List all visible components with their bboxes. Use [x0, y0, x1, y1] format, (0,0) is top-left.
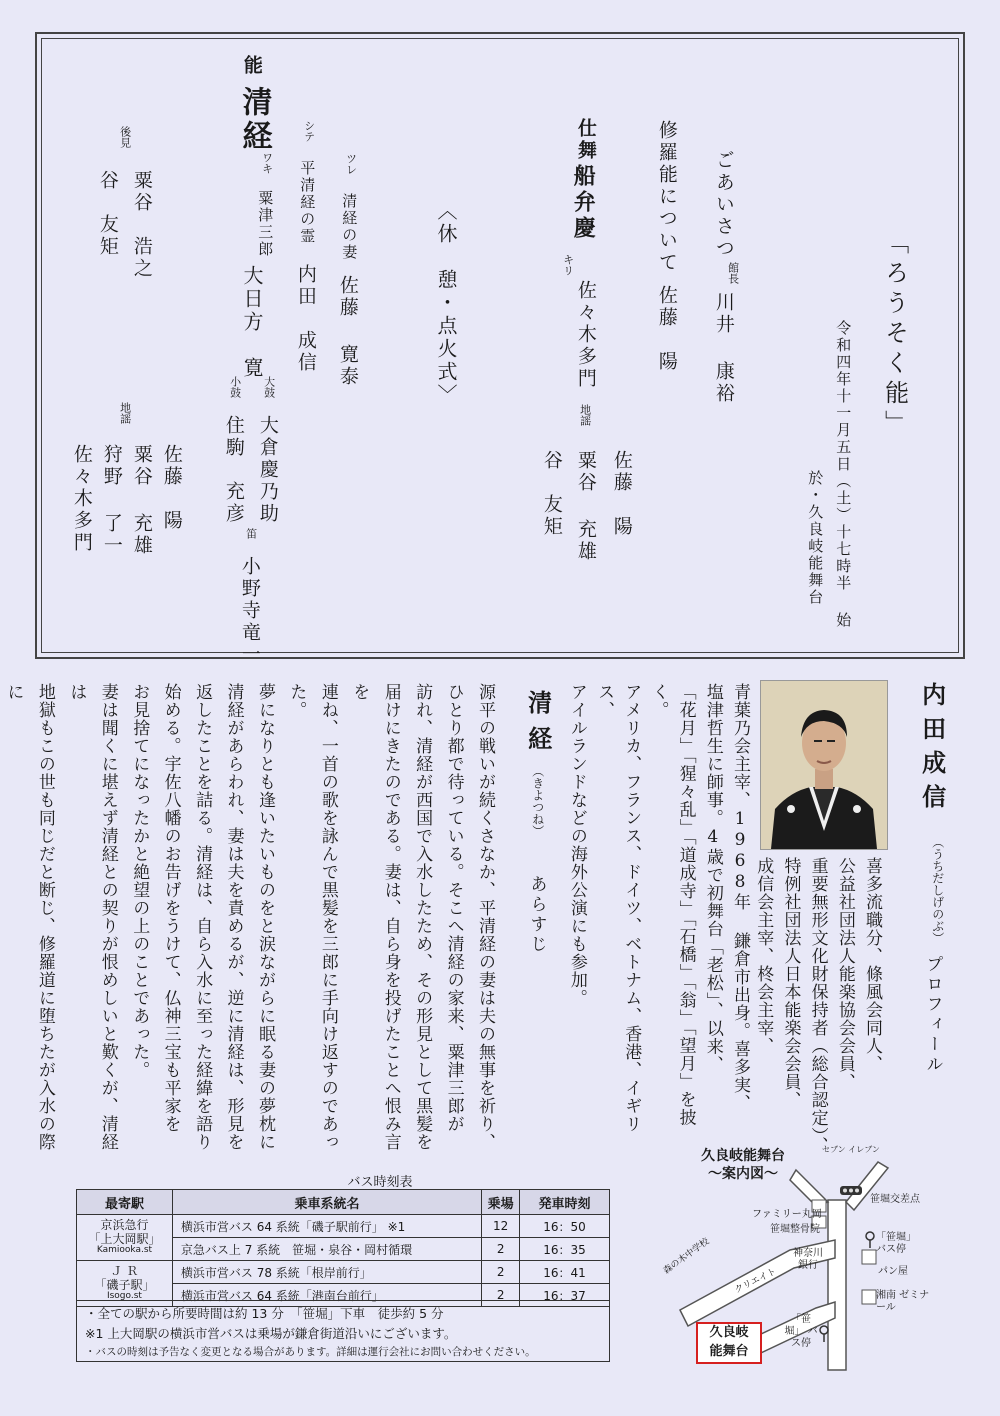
otsuzumi-name: 大倉慶乃助	[256, 415, 279, 525]
bus-note-3: ・バスの時刻は予告なく変更となる場合があります。詳細は運行会社にお問い合わせください。	[85, 1346, 536, 1358]
greeting-role: 館長	[726, 262, 740, 284]
bus-notes	[76, 1300, 610, 1362]
intermission: 〈休 憩・点火式〉	[434, 200, 458, 407]
route-cell: 横浜市営バス 64 系統「磯子駅前行」 ※1	[172, 1215, 481, 1238]
profile-line-7: 塩津哲生に師事。4歳で初舞台「老松」、以来、	[702, 683, 723, 1074]
profile-line-10: アイルランドなどの海外公演にも参加。	[566, 683, 587, 1007]
shimai-jiutai-label: 地謡	[578, 404, 592, 426]
profile-line-6: 青葉乃会主宰、1968年 鎌倉市出身。喜多実、	[730, 683, 750, 1112]
fue-name: 小野寺竜一	[238, 556, 261, 666]
profile-line-5: 成信会主宰、柊会主宰、	[753, 857, 774, 1055]
shite-role: シテ	[302, 120, 316, 142]
shimai-performer: 佐々木多門	[574, 280, 597, 390]
time-cell: 16：41	[520, 1261, 610, 1284]
synopsis-line-1: 源平の戦いが続くさなか、平清経の妻は夫の無事を祈り、	[475, 683, 495, 1151]
shite-character: 平清経の霊	[298, 160, 317, 245]
kotsuzumi-name: 住駒 充彦	[222, 415, 245, 525]
time-cell: 16：35	[520, 1238, 610, 1261]
waki-role: ワキ	[260, 152, 274, 174]
synopsis-label: あらすじ	[526, 875, 547, 955]
map-bank: 神奈川 銀行	[793, 1248, 823, 1271]
jiutai-4: 佐々木多門	[70, 444, 93, 554]
jiutai-label: 地謡	[118, 402, 132, 424]
profile-line-1: 喜多流職分、條風会同人、	[862, 857, 882, 1073]
shimai-jiutai-2: 粟谷 充雄	[574, 450, 597, 563]
kotsuzumi-label: 小鼓	[228, 376, 242, 398]
profile-reading: （うちだしげのぶ）	[930, 836, 945, 944]
fue-label: 笛	[244, 528, 258, 539]
shimai-jiutai-3: 谷 友矩	[540, 450, 563, 538]
header-stop: 乗場	[482, 1190, 520, 1215]
synopsis-line-10: お見捨てになったかと絶望の上のことであった。	[129, 683, 150, 1079]
header-route: 乗車系統名	[172, 1190, 481, 1215]
synopsis-line-11: 妻は聞くに堪えず清経との契りが恨めしいと歎くが、清経は	[66, 683, 118, 1151]
otsuzumi-label: 大鼓	[262, 376, 276, 398]
program-title: 「ろうそく能」	[880, 230, 909, 440]
profile-line-2: 公益社団法人能楽協会会員、	[834, 857, 855, 1091]
synopsis-body	[3, 683, 500, 1163]
map-familymart: ファミリー丸岡	[752, 1209, 822, 1220]
profile-heading: プロフィール	[922, 955, 943, 1075]
synopsis-line-2: ひとり都で待っている。そこへ清経の家来、粟津三郎が	[443, 683, 464, 1133]
koken-1: 粟谷 浩之	[130, 170, 153, 280]
synopsis-line-6: 夢になりとも逢いたいものをと涙ながらに眠る妻の夢枕に	[254, 683, 275, 1151]
shimai-label: 仕舞	[574, 118, 597, 162]
tsure-role: ツレ	[344, 153, 358, 175]
map-seven-eleven: セブン イレブン	[822, 1145, 880, 1154]
route-cell: 横浜市営バス 78 系統「根岸前行」	[172, 1261, 481, 1284]
synopsis-line-4: 届けにきたのである。妻は、自ら身を投げたことへ恨み言を	[349, 683, 401, 1151]
synopsis-line-8: 返したことを詰る。清経は、自ら入水に至った経緯を語り	[192, 683, 213, 1151]
greeting-name: 川井 康裕	[712, 292, 735, 405]
header-station: 最寄駅	[77, 1190, 173, 1215]
program-venue: 於・久良岐能舞台	[806, 470, 825, 606]
about-name: 佐藤 陽	[655, 285, 678, 373]
map-busstop-1: 「笹堀」 バス停	[876, 1232, 916, 1255]
greeting-label: ごあいさつ	[712, 150, 735, 260]
synopsis-line-9: 始める。宇佐八幡のお告げをうけて、仏神三宝も平家を	[160, 683, 181, 1133]
stop-cell: 2	[482, 1284, 520, 1307]
koken-label: 後見	[118, 126, 132, 148]
synopsis-line-7: 清経があらわれ、妻は夫を責めるが、逆に清経は、形見を	[223, 683, 244, 1151]
profile-line-4: 特例社団法人日本能楽会会員、	[780, 857, 801, 1109]
station-isogo: Ｊ Ｒ 「磯子駅」 Isogo.st	[77, 1261, 173, 1307]
profile-line-8: 「花月」「猩々乱」「道成寺」「石橋」「翁」「望月」を披く。	[648, 683, 696, 1127]
bus-caption: バス時刻表	[347, 1175, 413, 1190]
map-bakery: パン屋	[878, 1266, 908, 1277]
jiutai-1: 佐藤 陽	[160, 444, 183, 532]
waki-name: 大日方 寛	[240, 265, 264, 380]
stop-cell: 2	[482, 1238, 520, 1261]
program-date: 令和四年十一月五日（土）十七時半 始	[834, 320, 853, 629]
map-clinic: 笹堀整骨院	[770, 1224, 820, 1235]
shimai-jiutai-1: 佐藤 陽	[610, 450, 633, 538]
table-row	[77, 1261, 610, 1284]
synopsis-title: 清経	[523, 690, 553, 762]
koken-2: 谷 友矩	[96, 170, 119, 258]
synopsis-line-5: 連ね、一首の歌を詠んで黒髪を三郎に手向け返すのであった。	[286, 683, 338, 1151]
profile-text-bottom	[566, 683, 753, 1153]
map-busstop-2: 「笹堀」 バス停	[784, 1314, 818, 1349]
synopsis-reading: （きよつね）	[530, 765, 545, 837]
route-cell: 横浜市営バス 64 系統「港南台前行」	[172, 1284, 481, 1307]
stop-cell: 2	[482, 1261, 520, 1284]
map-school: 森の木中学校	[661, 1236, 712, 1277]
noh-title: 清経	[236, 86, 272, 154]
jiutai-3: 狩野 了一	[100, 444, 123, 557]
waki-character: 粟津三郎	[256, 190, 275, 258]
time-cell: 16：50	[520, 1215, 610, 1238]
profile-line-3: 重要無形文化財保持者（総合認定）、	[807, 857, 828, 1155]
map-seminar: 湘南 ゼミナール	[876, 1290, 930, 1313]
shimai-title: 船弁慶	[570, 164, 597, 242]
route-cell: 京急バス上 7 系統 笹堀・泉谷・岡村循環	[172, 1238, 481, 1261]
table-row	[77, 1215, 610, 1238]
bus-note-2: ※1 上大岡駅の横浜市営バスは乗場が鎌倉街道沿いにございます。	[85, 1326, 457, 1341]
profile-name: 内田成信	[917, 682, 947, 818]
synopsis-line-12: 地獄もこの世も同じだと断じ、修羅道に堕ちたが入水の際に	[3, 683, 55, 1151]
jiutai-2: 粟谷 充雄	[130, 444, 153, 557]
profile-line-9: アメリカ、フランス、ドイツ、ベトナム、香港、イギリス、	[594, 683, 642, 1133]
bus-note-1: ・全ての駅から所要時間は約 13 分 「笹堀」下車 徒歩約 5 分	[85, 1306, 444, 1321]
bus-table	[76, 1189, 610, 1307]
shimai-role: キリ	[561, 254, 575, 276]
tsure-character: 清経の妻	[340, 193, 359, 261]
about-label: 修羅能について	[655, 120, 678, 274]
map-stage-marker: 久良岐 能舞台	[696, 1322, 762, 1364]
bus-header-row	[77, 1190, 610, 1215]
map-create: クリエイト	[733, 1267, 778, 1296]
synopsis-line-3: 訪れ、清経が西国で入水したため、その形見として黒髪を	[412, 683, 433, 1151]
station-kamiooka: 京浜急行 「上大岡駅」 Kamiooka.st	[77, 1215, 173, 1261]
map-title: 久良岐能舞台 ～案内図～	[701, 1148, 785, 1183]
map-sasabori-crossing: 笹堀交差点	[870, 1194, 920, 1205]
noh-label: 能	[240, 55, 263, 77]
stop-cell: 12	[482, 1215, 520, 1238]
shite-name: 内田 成信	[294, 264, 317, 374]
time-cell: 16：37	[520, 1284, 610, 1307]
tsure-name: 佐藤 寛泰	[336, 275, 359, 388]
header-time: 発車時刻	[520, 1190, 610, 1215]
